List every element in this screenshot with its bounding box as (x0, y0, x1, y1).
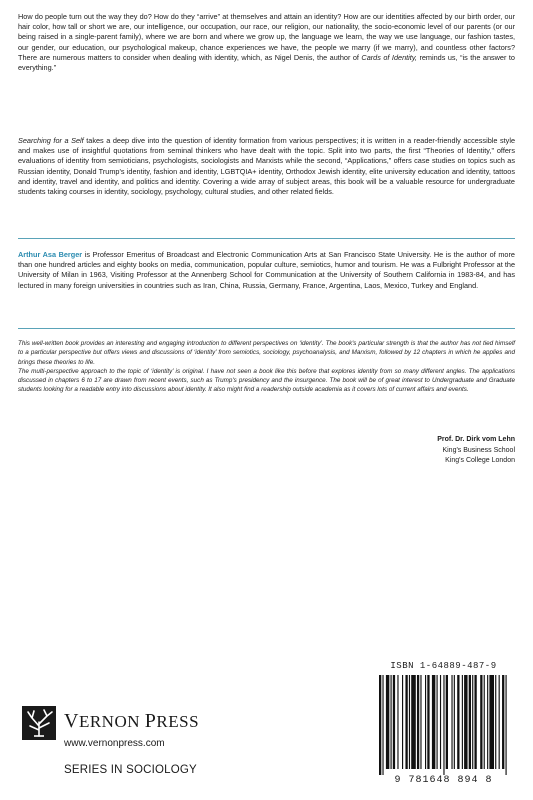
barcode-bar (499, 675, 500, 769)
intro-book-title: Cards of Identity, (361, 52, 417, 62)
barcode-bar (397, 675, 398, 769)
barcode-bar (409, 675, 410, 769)
description-text: takes a deep dive into the question of identity formation from various perspectives; it is written in a reader-friendly accessible style and makes use of insightful quotations from seminal thinkers who have dealt with the topic. Split into two parts, the first “Theories of Identity,” offers evaluations of identity from semioticians, psychologists, sociologists and Marxists while the second, “Applications,” offers case studies on topics such as Russian identity, Donald Trump's identity, fashion and identity, LGBTQIA+ identity, Orthodox Jewish identity, elite university education and identity, tattoos and identity, travel and identity, and politics and identity. Covering a wide array of subject areas, this book will be a valuable resource for undergraduate students taking courses in identity, sociology, psychology, cultural studies, and other related fields. (18, 136, 516, 197)
series-label: SERIES IN SOCIOLOGY (64, 764, 197, 776)
publisher-name: VERNON PRESS (64, 710, 200, 732)
barcode-bar (386, 675, 389, 769)
barcode-bar (405, 675, 407, 769)
author-name: Arthur Asa Berger (18, 250, 83, 259)
barcode-block (369, 661, 518, 788)
barcode-bar (489, 675, 494, 769)
publisher-block (22, 704, 242, 784)
barcode-bar (420, 675, 421, 769)
barcode-bar (440, 675, 441, 769)
reviewer-attribution (437, 435, 515, 467)
barcode-bar (417, 675, 419, 769)
author-bio-text: is Professor Emeritus of Broadcast and Electronic Communication Arts at San Francisco State University. He is the author of more than one hundred articles and eighty books on media, communication, popular culture, semiotics, humor and tourism. He was a Fulbright Professor at the University of Milan in 1963, Visiting Professor at the Annenberg School for Communication at the University of Southern California in 1983-84, and has lectured in many foreign universities in countries such as Iran, China, Russia, Germany, France, Argentina, Laos, Mexico, Turkey and England. (18, 250, 515, 290)
barcode-bar (502, 675, 504, 769)
barcode-bar (432, 675, 435, 769)
barcode-bar (454, 675, 455, 769)
isbn-label: ISBN 1-64889-487-9 (390, 661, 497, 671)
review-paragraph-1: This well-written book provides an interesting and engaging introduction to different perspectives on ‘identity’. The book's particular strength is that the author has not tied himself to a particular perspective but offers views and discussions of ‘identity’ from semiotics, sociology, psychoanalysis, and Marxism, followed by 12 chapters in which he applies and brings these theories to life. (18, 340, 515, 366)
barcode-bar (487, 675, 488, 769)
barcode-bar (472, 675, 473, 769)
barcode-bar (382, 675, 383, 775)
intro-paragraph (18, 12, 515, 73)
barcode-bar (480, 675, 482, 769)
book-title-inline: Searching for a Self (18, 136, 84, 145)
barcode-bar (437, 675, 438, 769)
barcode-bar (379, 675, 381, 775)
barcode-bar (391, 675, 392, 769)
vernon-press-tree-logo-icon (22, 706, 56, 740)
barcode-bar (484, 675, 485, 769)
barcode-bar (474, 675, 476, 769)
barcode-bar (402, 675, 403, 769)
publisher-website: www.vernonpress.com (64, 738, 165, 749)
intro-text: How do people turn out the way they do? How do they “arrive” at themselves and attain an identity? How are our identities affected by our birth order, our hair color, how tall or short we are, our intelligence, our occupation, our race, our religion, our nationality, the socio-economic level of our parents (or our being raised in a single-parent family), where we are born and where we grow up, the language we learn, the way we use language, our fashion tastes, our gender, our education, our psychological makeup, chance experiences we have, the people we marry (if we marry), and countless other factors? There are numerous matters to consider when dealing with identity, which, as Nigel Denis, the author of (18, 12, 515, 62)
barcode-bar (464, 675, 467, 769)
barcode-bar (457, 675, 459, 769)
description-paragraph (18, 136, 515, 197)
barcode-bar (495, 675, 496, 769)
barcode-bar (393, 675, 395, 769)
barcode-bar (427, 675, 429, 769)
intro-end-text: reminds us, “is the answer to everything.” (18, 52, 515, 73)
ean-digits: 9 781648 894 8 (394, 775, 493, 786)
barcode-bar (469, 675, 471, 769)
barcode-bar (462, 675, 463, 769)
barcode-bar (425, 675, 426, 769)
barcode-bar (443, 675, 444, 775)
barcode-bar (506, 675, 507, 775)
divider-top (18, 238, 515, 239)
author-bio-paragraph (18, 250, 515, 291)
barcode-bar (451, 675, 452, 769)
barcode-bar (411, 675, 416, 769)
barcode-bar (446, 675, 448, 769)
review-paragraph-2: The multi-perspective approach to the topic of ‘identity’ is original. I have not seen a book like this before that explores identity from so many different angles. The applications discussed in chapters 6 to 17 are drawn from recent events, such as Trump's presidency and the insurgence. The book will be of great interest to Undergraduate and Graduate students looking for a readable entry into discussions about identity. It also might find a readership outside academia as it covers lots of current affairs and events. (18, 367, 515, 394)
barcode-icon (375, 675, 512, 775)
divider-bottom (18, 328, 515, 329)
reviewer-name: Prof. Dr. Dirk vom Lehn (437, 436, 515, 443)
reviewer-affiliation-2: King's College London (445, 457, 515, 464)
review-quote (18, 339, 515, 395)
reviewer-affiliation-1: King's Business School (442, 446, 515, 454)
